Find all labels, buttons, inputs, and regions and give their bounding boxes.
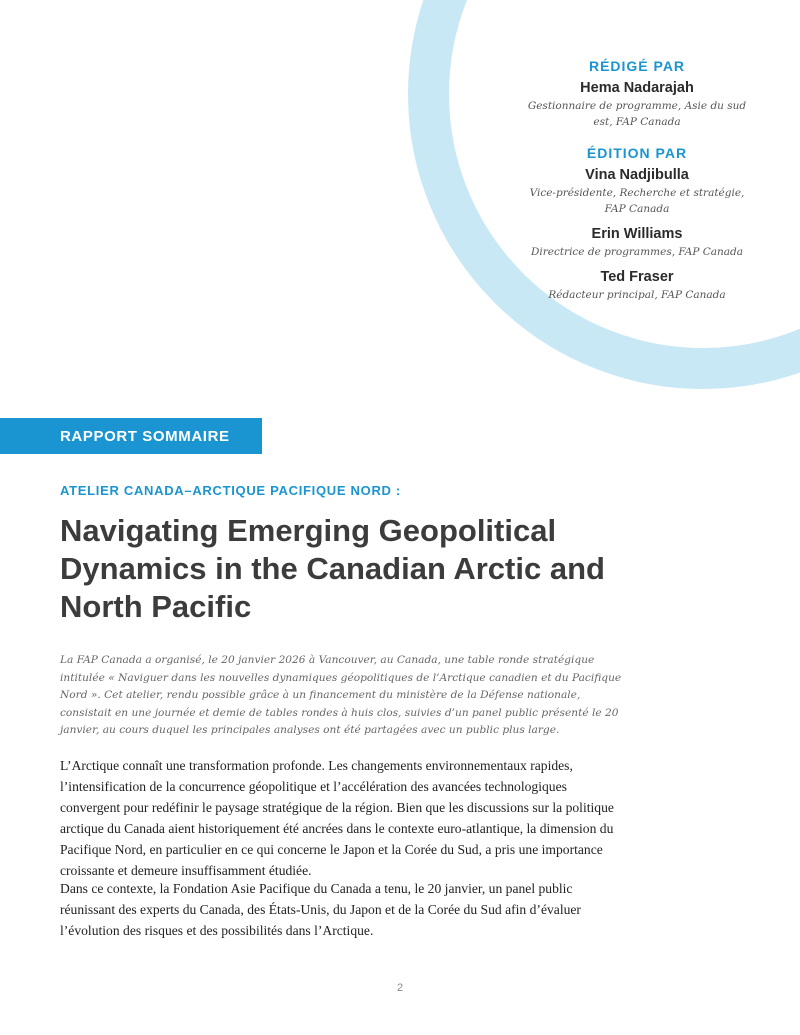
editor-role: Vice-présidente, Recherche et stratégie, FAP Canada xyxy=(529,187,745,215)
intro-summary: La FAP Canada a organisé, le 20 janvier 2026 à Vancouver, au Canada, une table ronde stratégique intitulée « Naviguer dans les nouvelles dynamiques géopolitiques de l’Arctique canadien et du Pacifique Nord ». Cet atelier, rendu possible grâce à un financement du ministère de la Défense nationale, consistait en une journée et demie de tables rondes à huis clos, suivies d’un panel public présenté le 20 janvier, au cours duquel les principales analyses ont été partagées avec un public plus large. xyxy=(60,654,622,737)
written-by-label: RÉDIGÉ PAR xyxy=(588,58,686,74)
editor-block xyxy=(525,269,749,303)
editor-role: Directrice de programmes, FAP Canada xyxy=(530,246,744,258)
author-role: Gestionnaire de programme, Asie du sud est, FAP Canada xyxy=(527,100,747,128)
body-paragraph: Dans ce contexte, la Fondation Asie Pacifique du Canada a tenu, le 20 janvier, un panel public réunissant des experts du Canada, des États-Unis, du Japon et de la Corée du Sud afin d’évaluer l’évolution des risques et des possibilités dans l’Arctique. xyxy=(60,881,581,938)
editor-name: Vina Nadjibulla xyxy=(585,167,689,183)
page-title: Navigating Emerging Geopolitical Dynamics in the Canadian Arctic and North Pacific xyxy=(60,513,605,624)
author-block xyxy=(525,80,749,130)
editor-role: Rédacteur principal, FAP Canada xyxy=(548,289,726,301)
contributors-panel xyxy=(525,58,749,303)
body-paragraph: L’Arctique connaît une transformation profonde. Les changements environnementaux rapides, l’intensification de la concurrence géopolitique et l’accélération des avancées technologiques convergent pour redéfinir le paysage stratégique de la région. Bien que les discussions sur la politique arctique du Canada aient historiquement été ancrées dans le contexte euro-atlantique, la dimension du Pacifique Nord, en particulier en ce qui concerne le Japon et la Corée du Sud, a pris une importance croissante et demeure insuffisamment étudiée. xyxy=(60,758,614,878)
page-number: 2 xyxy=(396,982,404,994)
author-name: Hema Nadarajah xyxy=(580,80,694,96)
editor-name: Ted Fraser xyxy=(600,269,674,285)
editor-block xyxy=(525,226,749,260)
editor-name: Erin Williams xyxy=(591,226,683,242)
report-type-banner: RAPPORT SOMMAIRE xyxy=(0,418,262,454)
workshop-eyebrow: ATELIER CANADA–ARCTIQUE PACIFIQUE NORD : xyxy=(60,483,401,498)
edited-by-label: ÉDITION PAR xyxy=(586,145,688,161)
editor-block xyxy=(525,167,749,217)
